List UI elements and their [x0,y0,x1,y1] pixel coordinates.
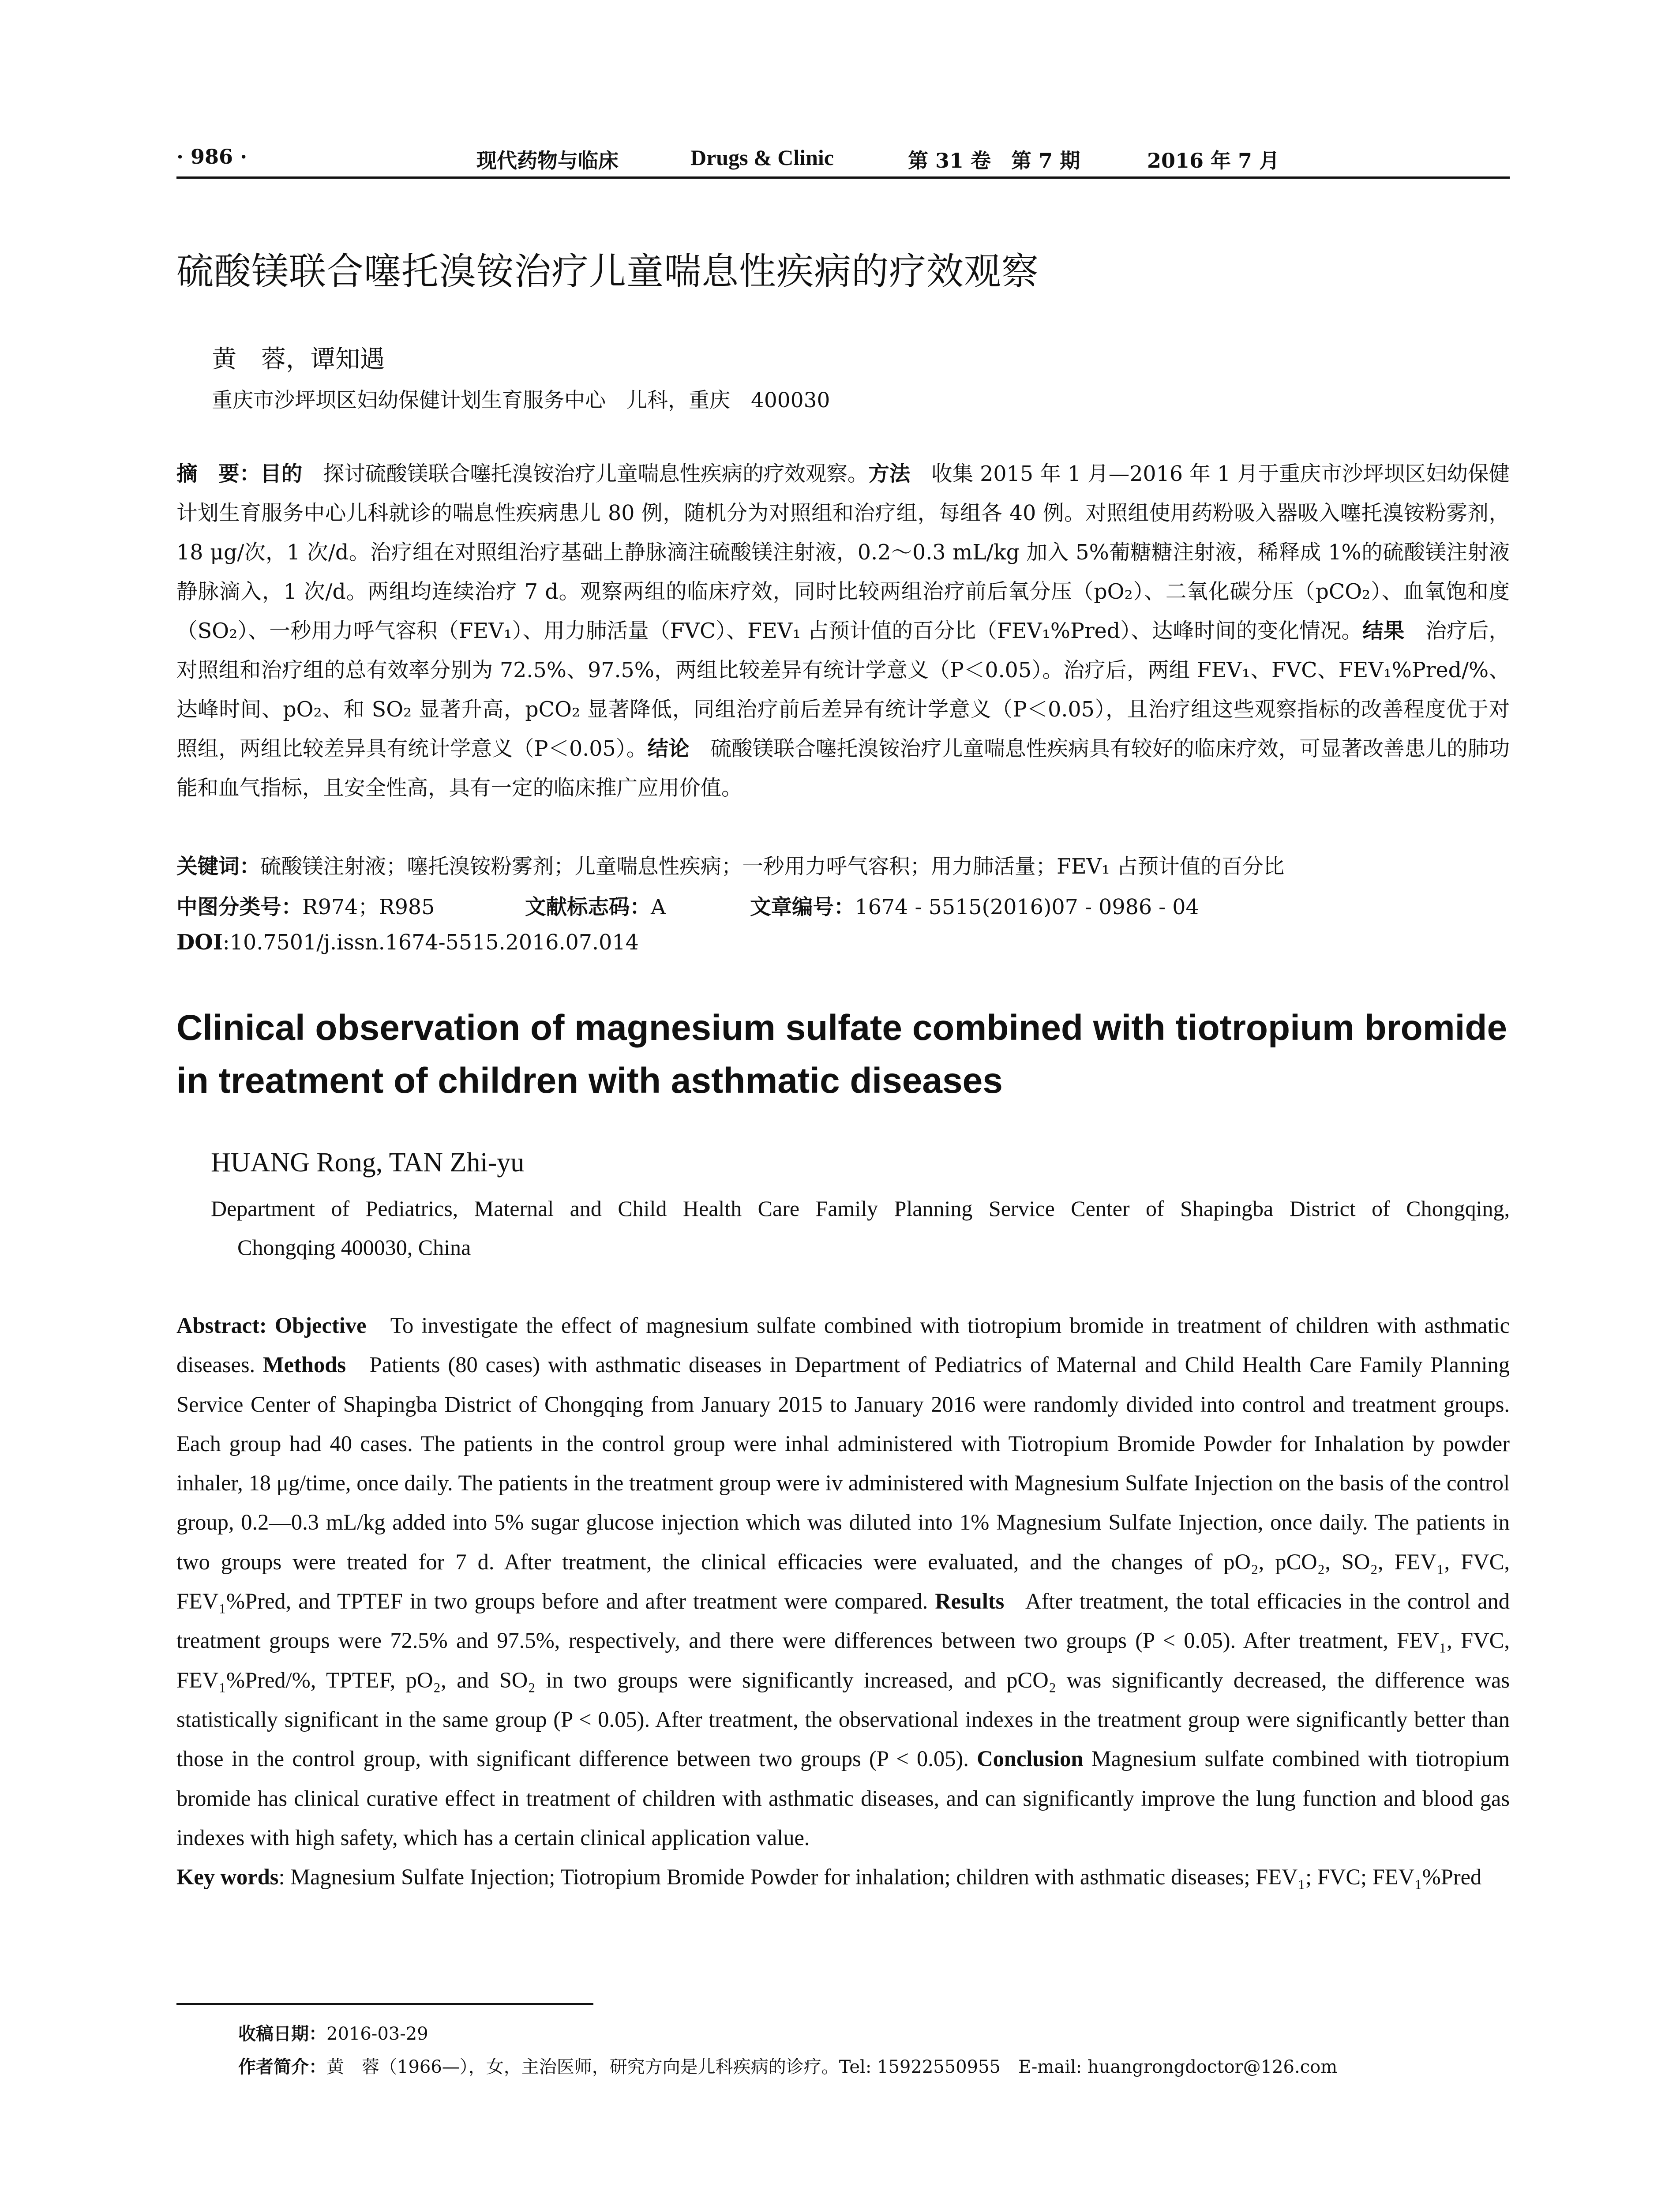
journal-name-en: Drugs & Clinic [690,145,834,170]
running-header [176,140,1510,179]
abstract-en-results: After treatment, the total efficacies in the control and treatment groups were 72.5% and 97.5%, respectively, and there were differences between two groups (P < 0.05). After treatment, FEV₁, FVC, FEV₁%Pred/%, TPTEF, pO₂, and SO₂ in two groups were significantly increased, and pCO₂ was significantly decreased, the difference was statistically significant in the same group (P < 0.05). After treatment, the observational indexes in the treatment group were significantly better than those in the control group, with significant difference between two groups (P < 0.05). [176,1589,1510,1771]
affiliation-cn: 重庆市沙坪坝区妇幼保健计划生育服务中心 儿科，重庆 400030 [212,388,830,413]
received-label: 收稿日期： [238,2024,326,2044]
clc-value: R974；R985 [302,895,435,919]
abstract-cn-label: 摘 要： [176,462,261,486]
journal-name-cn: 现代药物与临床 [476,149,619,173]
abstract-cn-conclusion-label: 结论 [647,737,690,761]
footnote-divider [176,2003,593,2005]
volume-issue: 第 31 卷 第 7 期 [908,149,1080,173]
abstract-cn-results-label: 结果 [1362,619,1405,643]
article-title-en: Clinical observation of magnesium sulfate combined with tiotropium bromide in treatment of children with asthmatic diseases [176,1008,1508,1101]
abstract-en-conclusion-label: Conclusion [977,1746,1084,1771]
doi-line [176,930,639,955]
abstract-cn-conclusion: 硫酸镁联合噻托溴铵治疗儿童喘息性疾病具有较好的临床疗效，可显著改善患儿的肺功能和血气指标，且安全性高，具有一定的临床推广应用价值。 [176,737,1510,800]
affiliation-en [211,1189,1510,1267]
doi-value[interactable]: :10.7501/j.issn.1674-5515.2016.07.014 [222,930,639,955]
footnote-author-bio [238,2053,1337,2078]
abstract-en [176,1306,1510,1897]
article-no-label: 文章编号： [750,895,855,919]
keywords-cn [176,849,1510,880]
abstract-cn-methods: 收集 2015 年 1 月—2016 年 1 月于重庆市沙坪坝区妇幼保健计划生育服务中心儿科就诊的喘息性疾病患儿 80 例，随机分为对照组和治疗组，每组各 40 例。对照组使用药粉吸入器吸入噻托溴铵粉雾剂，18 μg/次，1 次/d。治疗组在对照组治疗基础上静脉滴注硫酸镁注射液，0.2～0.3 mL/kg 加入 5%葡糖糖注射液，稀释成 1%的硫酸镁注射液静脉滴入，1 次/d。两组均连续治疗 7 d。观察两组的临床疗效，同时比较两组治疗前后氧分压（pO₂）、二氧化碳分压（pCO₂）、血氧饱和度（SO₂）、一秒用力呼气容积（FEV₁）、用力肺活量（FVC）、FEV₁ 占预计值的百分比（FEV₁%Pred）、达峰时间的变化情况。 [176,462,1510,643]
abstract-cn-results: 治疗后，对照组和治疗组的总有效率分别为 72.5%、97.5%，两组比较差异有统计学意义（P＜0.05）。治疗后，两组 FEV₁、FVC、FEV₁%Pred/%、达峰时间、pO₂、和 SO₂ 显著升高，pCO₂ 显著降低，同组治疗前后差异有统计学意义（P＜0.05），且治疗组这些观察指标的改善程度优于对照组，两组比较差异具有统计学意义（P＜0.05）。 [176,619,1510,761]
abstract-cn-methods-label: 方法 [868,462,911,486]
affiliation-en-line2: Chongqing 400030, China [237,1235,471,1260]
affiliation-en-line1: Department of Pediatrics, Maternal and Child Health Care Family Planning Service Center of Shapingba District of Chongqing, [211,1196,1510,1221]
abstract-en-objective-label: Objective [274,1313,367,1338]
abstract-en-results-label: Results [935,1589,1005,1614]
abstract-en-objective: To investigate the effect of magnesium sulfate combined with tiotropium bromide in treatment of children with asthmatic diseases. [176,1313,1510,1377]
doc-code-value: A [651,895,666,919]
page-number: · 986 · [176,145,248,169]
classification-line [176,890,1199,920]
keywords-en-text: : Magnesium Sulfate Injection; Tiotropium Bromide Powder for inhalation; children with asthmatic diseases; FEV₁; FVC; FEV₁%Pred [278,1865,1482,1890]
keywords-cn-label: 关键词： [176,855,260,879]
authors-en: HUANG Rong, TAN Zhi-yu [211,1148,525,1178]
abstract-cn-objective-label: 目的 [260,462,303,486]
author-bio-value: 黄 蓉（1966—），女，主治医师，研究方向是儿科疾病的诊疗。Tel: 15922550955 E-mail: huangrongdoctor@126.com [326,2057,1338,2077]
keywords-en-label: Key words [176,1865,279,1890]
article-no-value: 1674 - 5515(2016)07 - 0986 - 04 [855,895,1199,919]
doc-code-label: 文献标志码： [525,895,651,919]
clc-label: 中图分类号： [176,895,302,919]
issue-date: 2016 年 7 月 [1147,149,1280,173]
abstract-en-methods: Patients (80 cases) with asthmatic diseases in Department of Pediatrics of Maternal and Child Health Care Family Planning Service Center of Shapingba District of Chongqing from January 2015 to January 2016 were randomly divided into control and treatment groups. Each group had 40 cases. The patients in the control group were inhal administered with Tiotropium Bromide Powder for Inhalation by powder inhaler, 18 μg/time, once daily. The patients in the treatment group were iv administered with Magnesium Sulfate Injection on the basis of the control group, 0.2—0.3 mL/kg added into 5% sugar glucose injection which was diluted into 1% Magnesium Sulfate Injection, once daily. The patients in two groups were treated for 7 d. After treatment, the clinical efficacies were evaluated, and the changes of pO₂, pCO₂, SO₂, FEV₁, FVC, FEV₁%Pred, and TPTEF in two groups before and after treatment were compared. [176,1352,1510,1614]
keywords-cn-text: 硫酸镁注射液；噻托溴铵粉雾剂；儿童喘息性疾病；一秒用力呼气容积；用力肺活量；FEV₁ 占预计值的百分比 [260,855,1285,879]
author-bio-label: 作者简介： [238,2057,326,2077]
doi-label: DOI [176,930,223,955]
abstract-en-label: Abstract: [176,1313,267,1338]
received-value: 2016-03-29 [326,2024,428,2044]
authors-cn: 黄 蓉，谭知遇 [212,345,385,374]
abstract-cn-objective: 探讨硫酸镁联合噻托溴铵治疗儿童喘息性疾病的疗效观察。 [323,462,869,486]
abstract-cn [176,454,1510,808]
abstract-en-methods-label: Methods [263,1352,346,1377]
article-title-cn: 硫酸镁联合噻托溴铵治疗儿童喘息性疾病的疗效观察 [176,250,1039,293]
abstract-en-conclusion: Magnesium sulfate combined with tiotropium bromide has clinical curative effect in treatment of children with asthmatic diseases, and can significantly improve the lung function and blood gas indexes with high safety, which has a certain clinical application value. [176,1746,1510,1850]
footnote-received [238,2020,428,2045]
